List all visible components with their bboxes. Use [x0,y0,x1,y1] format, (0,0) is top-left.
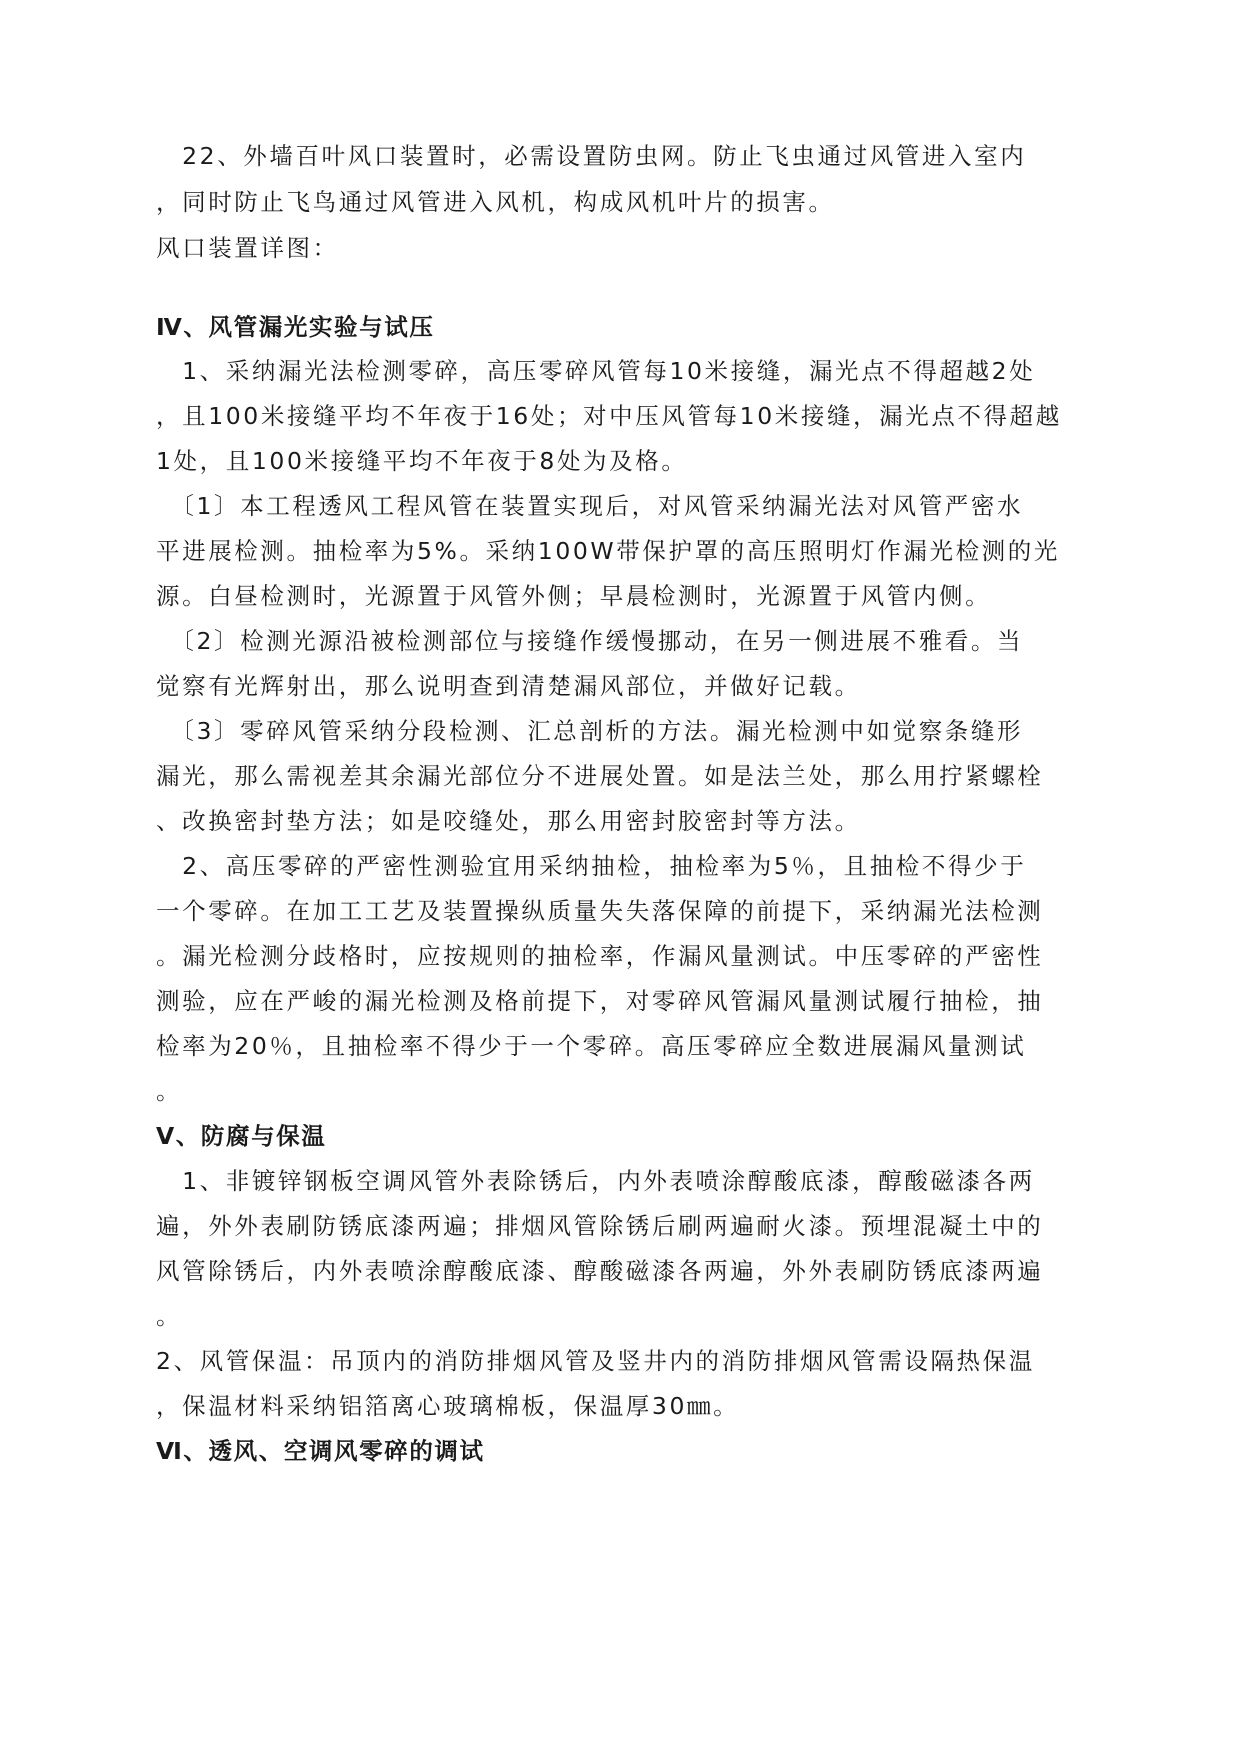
paragraph-line: 。漏光检测分歧格时，应按规则的抽检率，作漏风量测试。中压零碎的严密性 [156,942,1044,970]
paragraph-line: 遍，外外表刷防锈底漆两遍；排烟风管除锈后刷两遍耐火漆。预埋混凝土中的 [156,1212,1044,1240]
paragraph-line: 风口装置详图： [156,234,339,262]
paragraph-line: 2、风管保温：吊顶内的消防排烟风管及竖井内的消防排烟风管需设隔热保温 [156,1347,1035,1375]
paragraph-line: 。 [156,1077,183,1105]
paragraph-line: 〔1〕本工程透风工程风管在装置实现后，对风管采纳漏光法对风管严密水 [156,492,1024,520]
paragraph-line: 一个零碎。在加工工艺及装置操纵质量失失落保障的前提下，采纳漏光法检测 [156,897,1044,925]
paragraph-line: 风管除锈后，内外表喷涂醇酸底漆、醇酸磁漆各两遍，外外表刷防锈底漆两遍 [156,1257,1044,1285]
paragraph-line: 〔2〕检测光源沿被检测部位与接缝作缓慢挪动，在另一侧进展不雅看。当 [156,627,1024,655]
paragraph-line: ，保温材料采纳铝箔离心玻璃棉板，保温厚30㎜。 [156,1392,740,1420]
paragraph-line: ，且100米接缝平均不年夜于16处；对中压风管每10米接缝，漏光点不得超越 [156,402,1062,430]
paragraph-line: 〔3〕零碎风管采纳分段检测、汇总剖析的方法。漏光检测中如觉察条缝形 [156,717,1024,745]
paragraph-line: 检率为20％，且抽检率不得少于一个零碎。高压零碎应全数进展漏风量测试 [156,1032,1027,1060]
paragraph-line: 2、高压零碎的严密性测验宜用采纳抽检，抽检率为5％，且抽检不得少于 [156,852,1027,880]
section-heading: Ⅵ、透风、空调风零碎的调试 [156,1437,485,1465]
paragraph-line: ，同时防止飞鸟通过风管进入风机，构成风机叶片的损害。 [156,188,835,216]
paragraph-line: 22、外墙百叶风口装置时，必需设置防虫网。防止飞虫通过风管进入室内 [156,142,1027,170]
paragraph-line: 漏光，那么需视差其余漏光部位分不进展处置。如是法兰处，那么用拧紧螺栓 [156,762,1044,790]
paragraph-line: 源。白昼检测时，光源置于风管外侧；早晨检测时，光源置于风管内侧。 [156,582,992,610]
paragraph-line: 1、非镀锌钢板空调风管外表除锈后，内外表喷涂醇酸底漆，醇酸磁漆各两 [156,1167,1035,1195]
paragraph-line: 平进展检测。抽检率为5%。采纳100W带保护罩的高压照明灯作漏光检测的光 [156,537,1060,565]
section-heading: Ⅴ、防腐与保温 [156,1122,327,1150]
paragraph-line: 、改换密封垫方法；如是咬缝处，那么用密封胶密封等方法。 [156,807,861,835]
section-heading: Ⅳ、风管漏光实验与试压 [156,313,435,341]
paragraph-line: 测验，应在严峻的漏光检测及格前提下，对零碎风管漏风量测试履行抽检，抽 [156,987,1044,1015]
paragraph-line: 。 [156,1302,183,1330]
paragraph-line: 觉察有光辉射出，那么说明查到清楚漏风部位，并做好记载。 [156,672,861,700]
paragraph-line: 1处，且100米接缝平均不年夜于8处为及格。 [156,447,688,475]
paragraph-line: 1、采纳漏光法检测零碎，高压零碎风管每10米接缝，漏光点不得超越2处 [156,357,1036,385]
